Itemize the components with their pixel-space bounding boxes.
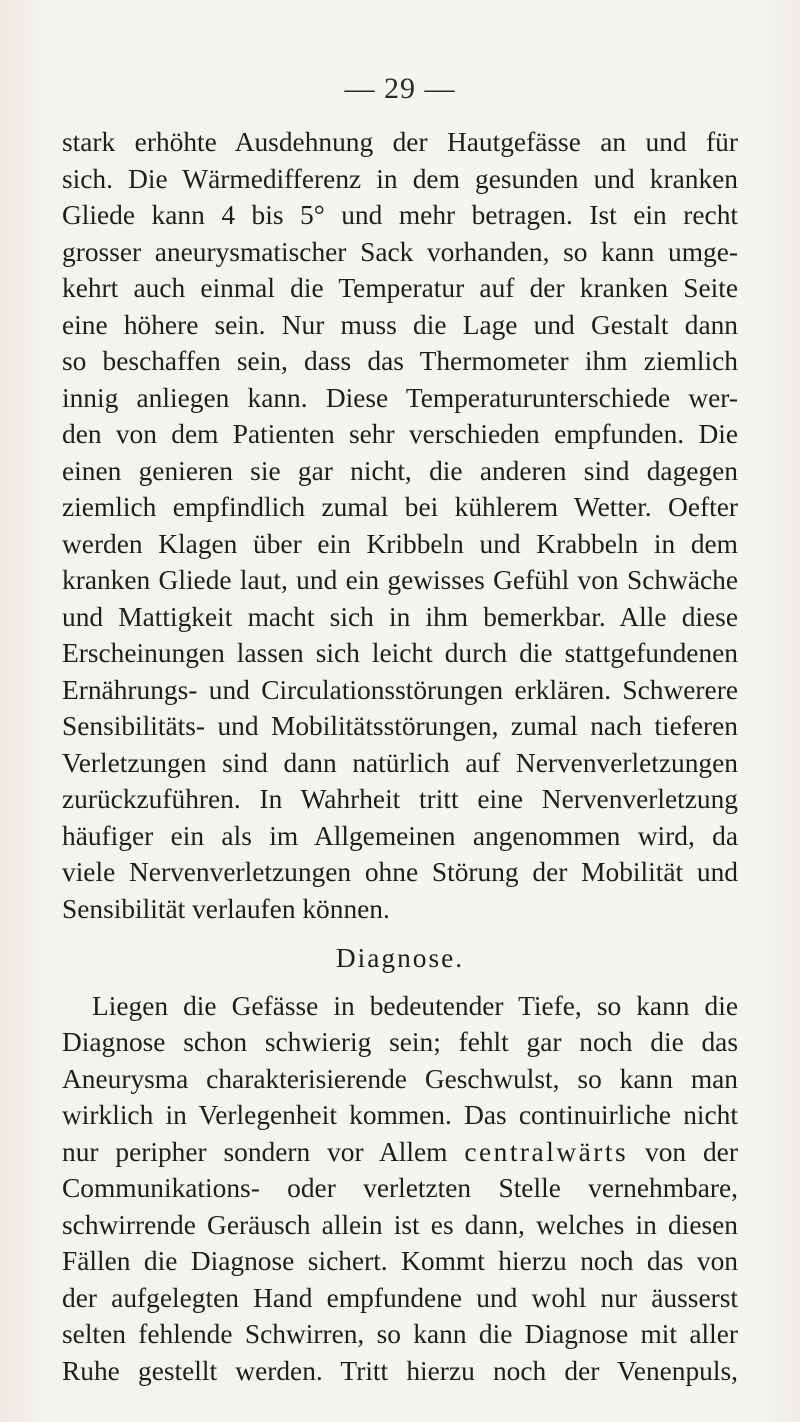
- text-line: ziemlich empfindlich zumal bei kühlerem Wetter. Oefter: [62, 492, 738, 522]
- text-line: Ernährungs- und Circulationsstörungen erklären. Schwerere: [62, 674, 738, 705]
- text-line: Diagnose schon schwierig sein; fehlt gar noch die das: [62, 1027, 738, 1057]
- section-heading: Diagnose.: [335, 943, 465, 973]
- text-fragment: nur peripher sondern vor Allem: [62, 1136, 448, 1167]
- text-line: innig anliegen kann. Diese Temperaturunterschiede wer-: [62, 382, 738, 413]
- text-line: schwirrende Geräusch allein ist es dann, welches in diesen: [62, 1209, 738, 1240]
- text-line: selten fehlende Schwirren, so kann die Diagnose mit aller: [62, 1319, 738, 1349]
- text-line: häufiger ein als im Allgemeinen angenommen wird, da: [62, 820, 738, 851]
- text-line: so beschaffen sein, dass das Thermometer ihm ziemlich: [62, 346, 738, 376]
- text-line: werden Klagen über ein Kribbeln und Krabbeln in dem: [62, 528, 738, 559]
- text-line: Ruhe gestellt werden. Tritt hierzu noch der Venenpuls,: [62, 1355, 738, 1386]
- text-line: stark erhöhte Ausdehnung der Hautgefässe an und für: [62, 127, 738, 157]
- text-line: Fällen die Diagnose sichert. Kommt hierzu noch das von: [62, 1246, 738, 1276]
- text-line: der aufgelegten Hand empfundene und wohl nur äusserst: [62, 1282, 738, 1313]
- text-line: viele Nervenverletzungen ohne Störung der Mobilität und: [62, 857, 738, 887]
- text-line: den von dem Patienten sehr verschieden empfunden. Die: [62, 419, 738, 449]
- text-line: Sensibilität verlaufen können.: [62, 893, 390, 924]
- text-line: Communikations- oder verletzten Stelle vernehmbare,: [62, 1173, 738, 1203]
- text-line-spaced: [62, 1134, 738, 1171]
- text-line: Sensibilitäts- und Mobilitätsstörungen, zumal nach tieferen: [62, 711, 738, 741]
- text-fragment: von der: [645, 1136, 738, 1167]
- text-line: Erscheinungen lassen sich leicht durch die stattgefundenen: [62, 638, 738, 668]
- text-line: kehrt auch einmal die Temperatur auf der kranken Seite: [62, 273, 738, 303]
- emphasized-word: centralwärts: [464, 1136, 629, 1167]
- text-line: Liegen die Gefässe in bedeutender Tiefe, so kann die: [92, 990, 738, 1021]
- text-line: Verletzungen sind dann natürlich auf Nervenverletzungen: [62, 747, 738, 778]
- text-line: sich. Die Wärmedifferenz in dem gesunden und kranken: [62, 163, 738, 194]
- text-line: eine höhere sein. Nur muss die Lage und Gestalt dann: [62, 309, 738, 340]
- text-line: Gliede kann 4 bis 5° und mehr betragen. Ist ein recht: [62, 200, 738, 230]
- text-line: wirklich in Verlegenheit kommen. Das continuirliche nicht: [62, 1100, 738, 1130]
- page-number: — 29 —: [344, 72, 456, 105]
- text-line: und Mattigkeit macht sich in ihm bemerkbar. Alle diese: [62, 601, 738, 632]
- text-line: einen genieren sie gar nicht, die anderen sind dagegen: [62, 455, 738, 486]
- text-line: zurückzuführen. In Wahrheit tritt eine Nervenverletzung: [62, 784, 738, 814]
- text-line: Aneurysma charakterisierende Geschwulst, so kann man: [62, 1063, 738, 1094]
- text-line: grosser aneurysmatischer Sack vorhanden, so kann umge-: [62, 236, 738, 267]
- page-text: [62, 124, 738, 1389]
- text-line: kranken Gliede laut, und ein gewisses Gefühl von Schwäche: [62, 565, 738, 595]
